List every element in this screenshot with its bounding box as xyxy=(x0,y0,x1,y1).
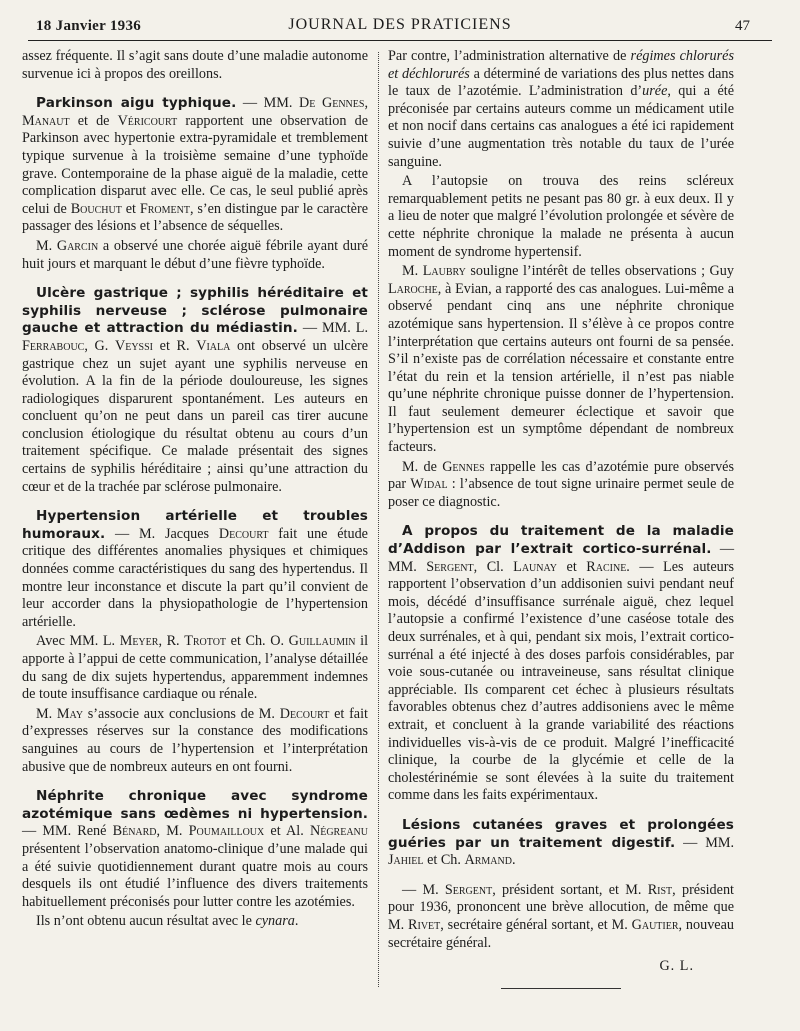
author-name: Bénard xyxy=(112,823,157,840)
author-name: Sergent xyxy=(444,881,493,898)
paragraph-garcin: M. Garcin a observé une chorée aiguë fébrile ayant duré huit jours et marquant le début d’une fièvre typhoïde. xyxy=(22,237,368,272)
journal-title: JOURNAL DES PRATICIENS xyxy=(288,16,512,33)
column-divider xyxy=(378,52,379,987)
author-name: Armand xyxy=(464,852,512,869)
author-name: Froment xyxy=(139,200,190,217)
right-column xyxy=(388,48,734,989)
section-addison: A propos du traitement de la maladie d’Addison par l’extrait cortico-surrénal. — MM. Sergent, Cl. Launay et Racine. — Les auteurs rapportent l’observation d’un addisonien suivi pendant neuf mois, décédé d’insuffisance surrénale aiguë, chez lequel l’autopsie a confirmé l’existence d’une caséose totale des deux surrénales, et à qui, pendant six mois, l’extrait cortico-surrénal a été injecté à des doses parfois considérables, par voie sous-cutanée ou intraveineuse, sans résultat clinique appréciable. Ils comparent cet échec à plusieurs résultats favorables obtenus chez d’autres addisoniens avec le même extrait, et concluent à la grande variabilité des réactions individuelles vis-à-vis de ce produit. Malgré l’inefficacité clinique, la courbe de la glycémie et celle de la cholestérinémie se sont élevées à la suite du traitement comme dans les faits expérimentaux. xyxy=(388,523,735,804)
italic-term: régimes chlorurés et déchlorurés xyxy=(388,48,734,82)
paragraph-continuation: assez fréquente. Il s’agit sans doute d’une maladie autonome survenue ici à propos des oreillons. xyxy=(22,48,368,82)
author-name: Ferrabouc xyxy=(22,337,85,354)
section-title: Hypertension artérielle et troubles humoraux. xyxy=(22,508,368,542)
author-name: Decourt xyxy=(218,525,269,542)
page-header xyxy=(0,14,800,40)
author-name: De Gennes xyxy=(299,95,365,112)
page-number: 47 xyxy=(735,18,750,34)
section-ulcere-gastrique: Ulcère gastrique ; syphilis héréditaire et syphilis nerveuse ; sclérose pulmonaire gauche et attraction du médiastin. — MM. L. Ferrabouc, G. Veyssi et R. Viala ont observé un ulcère gastrique chez un sujet ayant une syphilis nerveuse en évolution. A la fin de la période douloureuse, les signes radiologiques disparurent spontanément. Les auteurs en concluent qu’on ne peut dans un pareil cas tirer aucune conclusion étiologique du résultat obtenu au cours d’un traitement spécifique. Ce malade présentait des signes certains de syphilis héréditaire ; ainsi qu’une attraction du cœur et de la trachée par sclérose pulmonaire. xyxy=(22,285,369,495)
author-name: Trotot xyxy=(184,633,227,650)
author-name: Véricourt xyxy=(117,112,178,129)
header-date: 18 Janvier 1936 xyxy=(36,18,142,34)
author-name: Launay xyxy=(513,558,558,575)
section-hypertension: Hypertension artérielle et troubles humoraux. — M. Jacques Decourt fait une étude critique des différentes anomalies physiques et chimiques données comme caractéristiques du sang des hypertendus. Il montre leur inconstance et discute la part qu’il convient de leur accorder dans la physiopathologie de l’hypertension artérielle. xyxy=(22,508,368,630)
section-nephrite: Néphrite chronique avec syndrome azotémique sans œdèmes ni hypertension. — MM. René Bénard, M. Poumailloux et Al. Négreanu présentent l’observation anatomo-clinique d’une malade qui a été suivie quotidiennement durant quatre mois au cours desquels ils ont étudié l’influence des divers traitements habituellement préconisés pour lutter contre les azotémies. xyxy=(22,788,368,910)
section-title: Ulcère gastrique ; syphilis héréditaire et syphilis nerveuse ; sclérose pulmonaire gauche et attraction du médiastin. xyxy=(22,285,368,337)
paragraph-may: M. May s’associe aux conclusions de M. Decourt et fait d’expresses réserves sur la constance des modifications sanguines au cours de l’hypertension et l’interprétation abusive que de nombreux auteurs en ont fourni. xyxy=(22,705,368,775)
author-name: Meyer xyxy=(119,633,159,650)
author-name: Jahiel xyxy=(388,852,424,869)
paragraph-election: — M. Sergent, président sortant, et M. Rist, président pour 1936, prononcent une brève allocution, de même que M. Rivet, secrétaire général sortant, et M. Gautier, nouveau secrétaire général. xyxy=(388,881,734,951)
signature: G. L. xyxy=(659,958,694,975)
author-name: Bouchut xyxy=(70,200,122,217)
author-name: May xyxy=(56,705,84,722)
section-title: A propos du traitement de la maladie d’Addison par l’extrait cortico-surrénal. xyxy=(388,523,734,558)
author-name: Négreanu xyxy=(309,823,368,840)
author-name: Guillaumin xyxy=(288,633,356,650)
author-name: Veyssi xyxy=(114,337,154,354)
paragraph-meyer: Avec MM. L. Meyer, R. Trotot et Ch. O. Guillaumin il apporte à l’appui de cette communication, l’analyse détaillée du sang de dix sujets hypertendus, apparemment indemnes de toute insuffisance cardiaque ou rénale. xyxy=(22,633,369,703)
italic-term: cynara xyxy=(255,913,295,930)
author-name: Rist xyxy=(647,881,673,898)
left-column xyxy=(22,48,368,943)
paragraph-regimes: Par contre, l’administration alternative de régimes chlorurés et déchlorurés a déterminé de variations des plus nettes dans le taux de l’azotémie. L’administration d’urée, qui a été préconisée par certains auteurs comme un médicament utile et non nocif dans certains cas analogues a été ici rapidement suivie d’une augmentation très notable du taux de l’urée sanguine. xyxy=(388,48,734,170)
author-name: Gennes xyxy=(442,458,485,475)
section-title: Parkinson aigu typhique. xyxy=(36,95,237,112)
paragraph-autopsie: A l’autopsie on trouva des reins scléreux remarquablement petits ne pesant pas 80 gr. à eux deux. Il y a lieu de noter que malgré l’évolution prolongée et sévère de cette néphrite chronique la malade ne présenta à aucun moment de syndrome hypertensif. xyxy=(388,173,734,260)
author-name: Rivet xyxy=(408,916,441,933)
section-lesions-cutanees: Lésions cutanées graves et prolongées guéries par un traitement digestif. — MM. Jahiel et Ch. Armand. xyxy=(388,816,734,869)
section-parkinson: Parkinson aigu typhique. — MM. De Gennes, Manaut et de Véricourt rapportent une observation de Parkinson avec hypertonie extra-pyramidale et tremblement typique survenue à la troisième semaine d’une typhoïde grave. Contemporaine de la phase aiguë de la maladie, cette complication disparut avec elle. Ce cas, le seul publié après celui de Bouchut et Froment, s’en distingue par le caractère passager des lésions et l’absence de séquelles. xyxy=(22,95,368,235)
author-name: Sergent xyxy=(426,558,474,575)
author-name: Widal xyxy=(410,476,448,493)
author-name: Laubry xyxy=(422,263,466,280)
author-name: Garcin xyxy=(56,237,99,254)
italic-term: urée xyxy=(642,83,668,100)
paragraph-gennes: M. de Gennes rappelle les cas d’azotémie pure observés par Widal : l’absence de tout signe urinaire permet seule de poser ce diagnostic. xyxy=(388,458,734,510)
author-name: Viala xyxy=(196,337,231,354)
author-name: Gautier xyxy=(631,916,679,933)
end-rule xyxy=(501,988,621,989)
paragraph-laubry: M. Laubry souligne l’intérêt de telles observations ; Guy Laroche, à Evian, a rapporté des cas analogues. Lui-même a observé pendant cinq ans une néphrite chronique azotémique sans hypertension. Il s’élève à ce propos contre l’interprétation que certains auteurs ont fourni de sa pensée. S’il n’existe pas de corrélation nécessaire et constante entre l’état du rein et la tension artérielle, il n’est pas niable qu’une néphrite chronique puisse donner de l’hypertension. Il faut seulement demeurer éclectique et savoir que l’hypertension est un symptôme dépendant de nombreux facteurs. xyxy=(388,263,734,456)
section-title: Néphrite chronique avec syndrome azotémique sans œdèmes ni hypertension. xyxy=(22,788,368,822)
header-rule xyxy=(28,40,772,41)
section-title: Lésions cutanées graves et prolongées guéries par un traitement digestif. xyxy=(388,816,734,851)
author-name: Manaut xyxy=(22,112,70,129)
author-name: Decourt xyxy=(279,705,330,722)
author-name: Racine xyxy=(586,558,627,575)
paragraph-cynara: Ils n’ont obtenu aucun résultat avec le cynara. xyxy=(36,913,299,930)
author-name: Laroche xyxy=(388,280,438,297)
author-name: Poumailloux xyxy=(188,823,265,840)
